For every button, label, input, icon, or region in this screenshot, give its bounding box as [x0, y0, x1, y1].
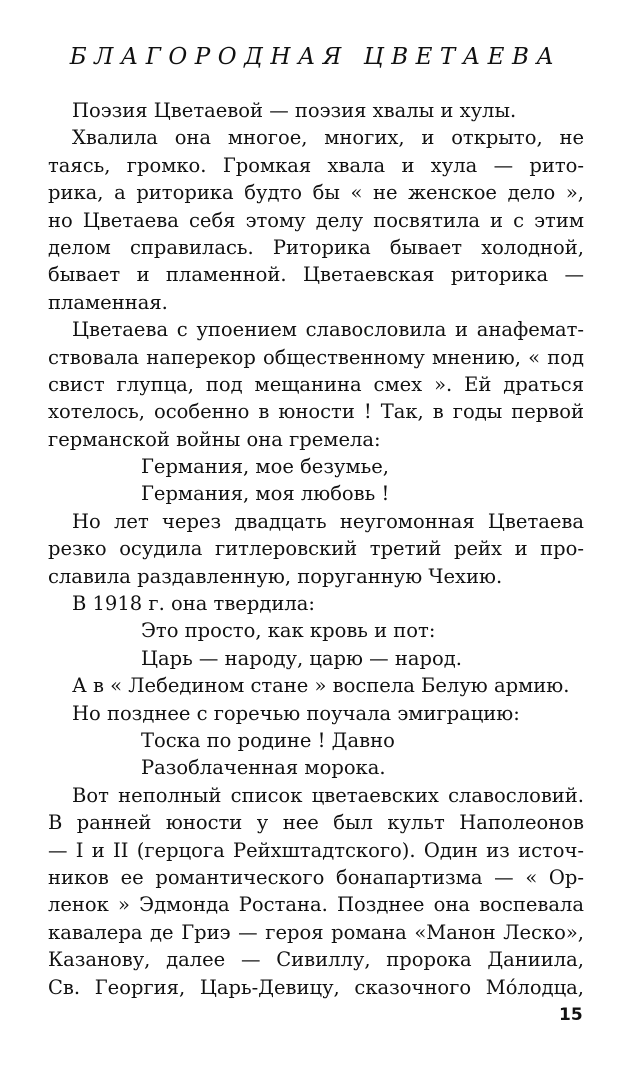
text-line: свист глупца, под мещанина смех ». Ей драться — [48, 372, 584, 396]
body-text — [48, 97, 584, 1001]
text-line: Казанову, далее — Сивиллу, пророка Даниила, — [48, 948, 584, 972]
text-line: ствовала наперекор общественному мнению, « под — [48, 345, 584, 369]
verse-line: Германия, мое безумье, — [141, 455, 389, 479]
text-line: но Цветаева себя этому делу посвятила и с этим — [48, 208, 584, 232]
text-line: ленок » Эдмонда Ростана. Позднее она воспевала — [48, 893, 584, 917]
text-line: — I и II (герцога Рейхштадтского). Один из источ- — [48, 838, 584, 862]
page-number: 15 — [559, 1005, 583, 1025]
text-line: кавалера де Гриэ — героя романа «Манон Леско», — [48, 920, 584, 944]
text-line: В 1918 г. она твердила: — [72, 592, 315, 616]
text-line: хотелось, особенно в юности ! Так, в годы первой — [48, 400, 584, 424]
text-line: Св. Георгия, Царь-Девицу, сказочного Mо́лодца, — [48, 975, 584, 999]
text-line: Цветаева с упоением славословила и анафемат- — [72, 318, 584, 342]
verse-line: Это просто, как кровь и пот: — [141, 619, 436, 643]
text-line: Но позднее с горечью поучала эмиграцию: — [72, 701, 520, 725]
text-line: рика, а риторика будто бы « не женское дело », — [48, 181, 584, 205]
text-line: А в « Лебедином стане » воспела Белую армию. — [72, 674, 570, 698]
verse-line: Царь — народу, царю — народ. — [141, 646, 462, 670]
text-line: ников ее романтического бонапартизма — « Ор- — [48, 865, 584, 889]
text-line: славила раздавленную, поруганную Чехию. — [48, 564, 503, 588]
text-line: делом справилась. Риторика бывает холодной, — [48, 235, 584, 259]
text-line: таясь, громко. Громкая хвала и хула — рито- — [48, 153, 584, 177]
text-line: В ранней юности у нее был культ Наполеонов — [48, 811, 584, 835]
text-line: Но лет через двадцать неугомонная Цветаева — [72, 509, 584, 533]
text-line: Хвалила она многое, многих, и открыто, не — [72, 126, 584, 150]
verse-line: Германия, моя любовь ! — [141, 482, 390, 506]
text-line: бывает и пламенной. Цветаевская риторика — — [48, 263, 584, 287]
text-line: германской войны она гремела: — [48, 427, 381, 451]
verse-line: Тоска по родине ! Давно — [141, 728, 395, 752]
verse-line: Разоблаченная морока. — [141, 756, 386, 780]
text-line: Вот неполный список цветаевских славословий. — [72, 783, 584, 807]
text-line: резко осудила гитлеровский третий рейх и про- — [48, 537, 584, 561]
page-title: БЛАГОРОДНАЯ ЦВЕТАЕВА — [69, 44, 562, 70]
text-line: пламенная. — [48, 290, 168, 314]
text-line: Поэзия Цветаевой — поэзия хвалы и хулы. — [72, 99, 517, 122]
